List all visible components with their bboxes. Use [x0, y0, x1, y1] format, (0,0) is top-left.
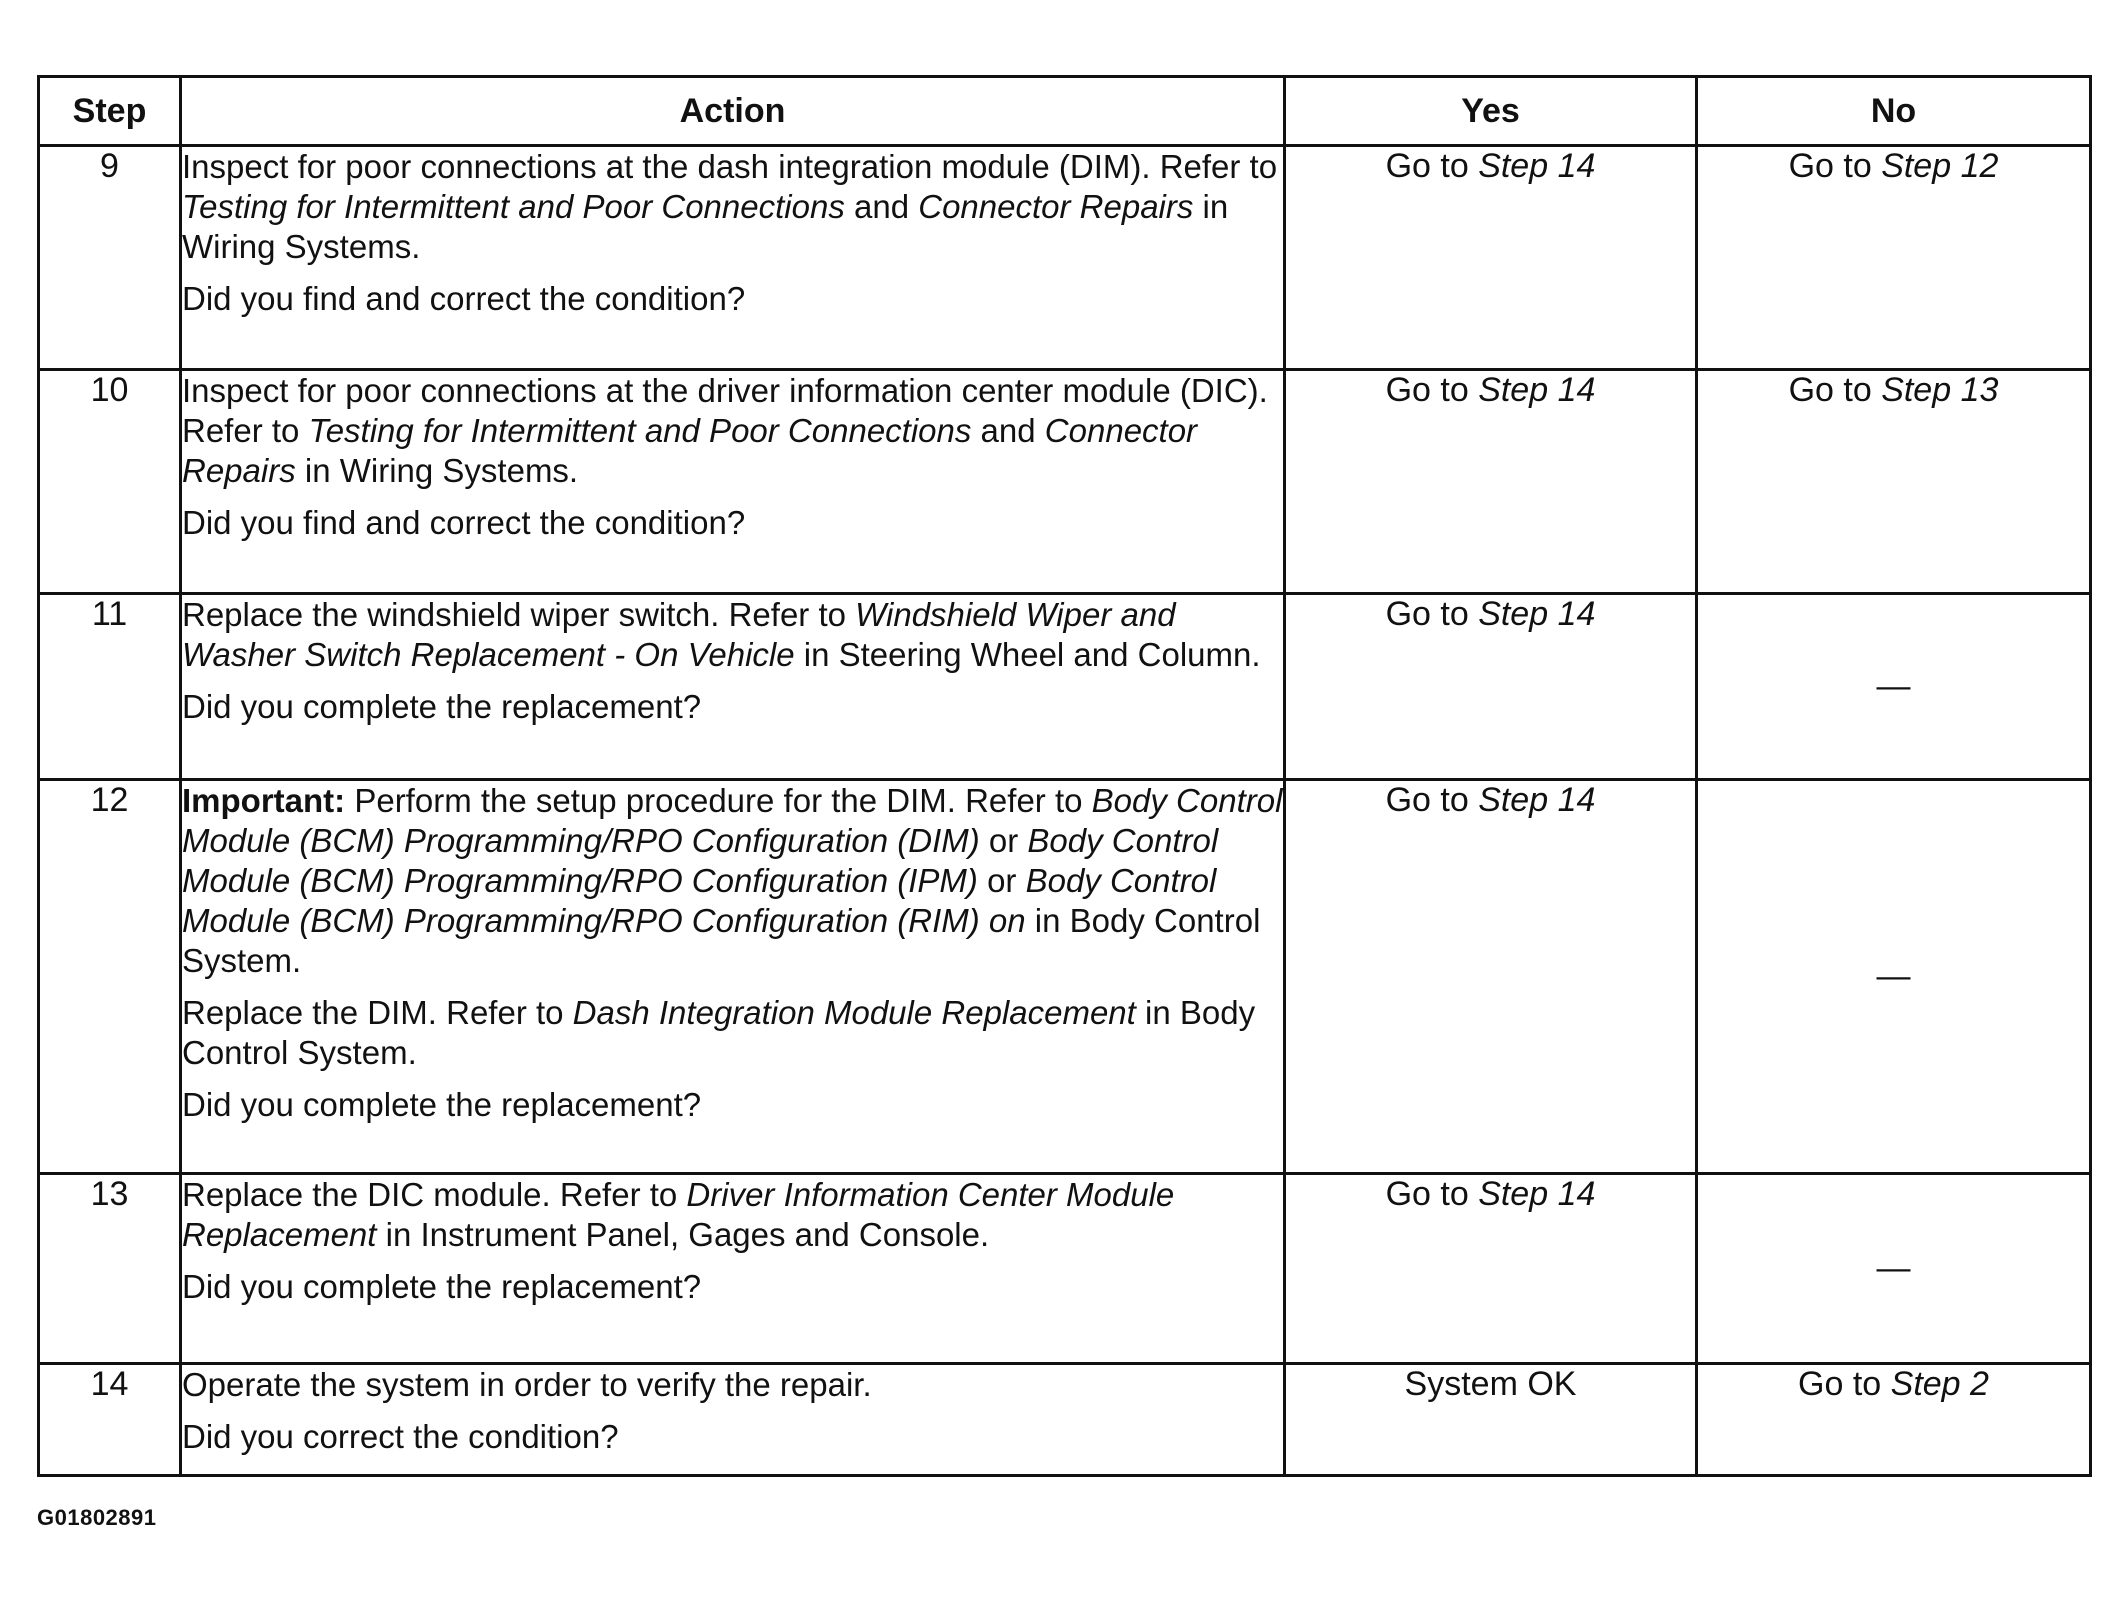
action-text-part: and — [844, 188, 919, 225]
action-text-part: or — [979, 822, 1028, 859]
goto-step-link: Step 2 — [1890, 1365, 1989, 1403]
important-label: Important: — [182, 782, 346, 819]
no-result: — — [1697, 594, 2091, 780]
no-result: — — [1697, 780, 2091, 1174]
action-text-part: Replace the windshield wiper switch. Refer to — [182, 596, 856, 633]
yes-result — [1285, 594, 1697, 780]
yes-result: System OK — [1285, 1364, 1697, 1476]
goto-prefix: Go to — [1788, 371, 1882, 409]
action-question: Did you find and correct the condition? — [182, 280, 746, 317]
goto-step-link: Step 13 — [1881, 371, 1999, 409]
action-text-part: Replace the DIM. Refer to — [182, 994, 573, 1031]
table-row — [39, 594, 2091, 780]
header-step: Step — [39, 77, 181, 146]
action-text-part: and — [971, 412, 1045, 449]
action-text-part: in Body Control System. — [182, 994, 1256, 1071]
diagnostic-table-container — [37, 75, 2089, 1477]
no-result — [1697, 370, 2091, 594]
yes-result — [1285, 1174, 1697, 1364]
goto-prefix: Go to — [1798, 1365, 1891, 1403]
goto-step-link: Step 14 — [1478, 147, 1596, 185]
action-text-part: or — [977, 862, 1026, 899]
reference-title: Driver Information Center Module Replacement — [182, 1176, 1175, 1253]
action-cell — [181, 780, 1285, 1174]
action-question: Did you complete the replacement? — [182, 688, 702, 725]
action-question: Did you correct the condition? — [182, 1418, 619, 1455]
reference-title: Connector Repairs — [182, 412, 1198, 489]
goto-prefix: Go to — [1385, 371, 1479, 409]
action-cell — [181, 594, 1285, 780]
reference-title: Body Control Module (BCM) Programming/RPO Configuration (RIM) on — [182, 862, 1217, 939]
goto-step-link: Step 14 — [1478, 595, 1596, 633]
action-question: Did you find and correct the condition? — [182, 504, 746, 541]
step-number: 9 — [39, 146, 181, 370]
step-number: 13 — [39, 1174, 181, 1364]
header-action: Action — [181, 77, 1285, 146]
figure-id: G01802891 — [37, 1505, 157, 1530]
goto-step-link: Step 14 — [1478, 1175, 1596, 1213]
reference-title: Body Control Module (BCM) Programming/RPO Configuration (DIM) — [182, 782, 1283, 859]
step-number: 10 — [39, 370, 181, 594]
yes-result — [1285, 146, 1697, 370]
goto-step-link: Step 12 — [1881, 147, 1999, 185]
goto-prefix: Go to — [1385, 147, 1479, 185]
header-row — [39, 77, 2091, 146]
table-row — [39, 146, 2091, 370]
action-question: Did you complete the replacement? — [182, 1268, 702, 1305]
action-text-part: Inspect for poor connections at the driver information center module (DIC). Refer to — [182, 372, 1268, 449]
goto-prefix: Go to — [1788, 147, 1882, 185]
goto-prefix: Go to — [1385, 1175, 1479, 1213]
goto-prefix: Go to — [1385, 595, 1479, 633]
action-text — [182, 147, 1283, 267]
no-result: — — [1697, 1174, 2091, 1364]
header-no: No — [1697, 77, 2091, 146]
reference-title: Testing for Intermittent and Poor Connections — [308, 412, 972, 449]
action-text-part: Inspect for poor connections at the dash integration module (DIM). Refer to — [182, 148, 1278, 185]
reference-title: Dash Integration Module Replacement — [572, 994, 1136, 1031]
action-cell — [181, 370, 1285, 594]
table-row — [39, 1174, 2091, 1364]
step-number: 12 — [39, 780, 181, 1174]
action-text-part: Perform the setup procedure for the DIM. Refer to — [345, 782, 1092, 819]
diagnostic-table — [37, 75, 2092, 1477]
table-row — [39, 1364, 2091, 1476]
action-text-part: in Wiring Systems. — [182, 188, 1229, 265]
goto-step-link: Step 14 — [1478, 371, 1596, 409]
action-text — [182, 371, 1283, 491]
reference-title: Connector Repairs — [918, 188, 1194, 225]
action-text-part: in Wiring Systems. — [295, 452, 579, 489]
reference-title: Testing for Intermittent and Poor Connections — [182, 188, 845, 225]
goto-step-link: Step 14 — [1478, 781, 1596, 819]
header-yes: Yes — [1285, 77, 1697, 146]
table-row — [39, 780, 2091, 1174]
no-result — [1697, 1364, 2091, 1476]
step-number: 14 — [39, 1364, 181, 1476]
action-cell — [181, 1364, 1285, 1476]
yes-result — [1285, 370, 1697, 594]
reference-title: Body Control Module (BCM) Programming/RPO Configuration (IPM) — [182, 822, 1219, 899]
reference-title: Windshield Wiper and Washer Switch Replacement - On Vehicle — [182, 596, 1176, 673]
action-cell — [181, 146, 1285, 370]
action-text — [182, 993, 1283, 1073]
action-text: Operate the system in order to verify the repair. — [182, 1366, 872, 1403]
goto-prefix: Go to — [1385, 781, 1479, 819]
action-text — [182, 595, 1283, 675]
yes-result — [1285, 780, 1697, 1174]
no-result — [1697, 146, 2091, 370]
action-text-part: in Steering Wheel and Column. — [794, 636, 1261, 673]
action-question: Did you complete the replacement? — [182, 1086, 702, 1123]
action-text-part: Replace the DIC module. Refer to — [182, 1176, 687, 1213]
action-cell — [181, 1174, 1285, 1364]
action-text — [182, 781, 1283, 981]
action-text-part: in Body Control System. — [182, 902, 1261, 979]
table-row — [39, 370, 2091, 594]
step-number: 11 — [39, 594, 181, 780]
action-text — [182, 1175, 1283, 1255]
action-text-part: in Instrument Panel, Gages and Console. — [376, 1216, 990, 1253]
